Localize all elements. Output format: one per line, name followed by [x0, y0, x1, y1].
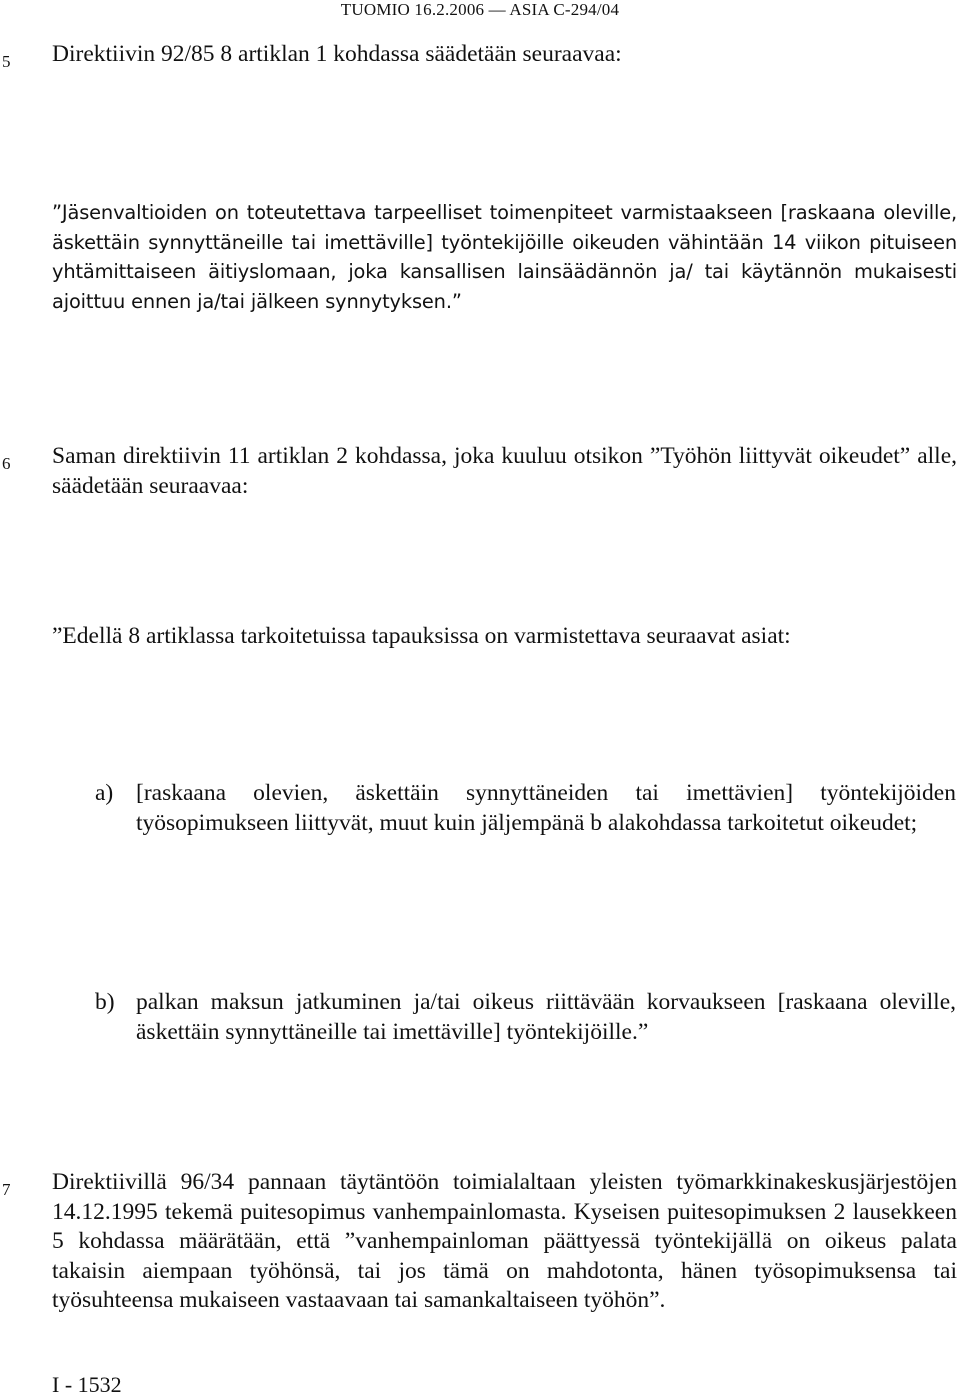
- list-item-b-label: b): [95, 989, 115, 1015]
- paragraph-number-6: 6: [2, 454, 11, 473]
- paragraph-7-text: Direktiivillä 96/34 pannaan täytäntöön toimialaltaan yleisten työmarkkinakeskusjärjestöjen 14.12.1995 tekemä puitesopimus vanhempainlomasta. Kyseisen puitesopimuksen 2 lausekkeen 5 kohdassa määrätään, että ”vanhempainloman päättyessä työntekijällä on oikeus palata takaisin aiempaan työhönsä, tai jos tämä on mahdotonta, hänen työsopimuksensa tai työsuhteensa mukaiseen vastaavaan tai samankaltaiseen työhön”.: [52, 1169, 957, 1314]
- paragraph-5-text: Direktiivin 92/85 8 artiklan 1 kohdassa säädetään seuraavaa:: [52, 41, 622, 67]
- list-item-a-text: [raskaana olevien, äskettäin synnyttäneiden tai imettävien] työntekijöiden työsopimukseen liittyvät, muut kuin jäljempänä b alakohdassa tarkoitetut oikeudet;: [136, 780, 956, 836]
- paragraph-number-5: 5: [2, 52, 11, 71]
- list-item-a-label: a): [95, 780, 114, 806]
- paragraph-5-quote: ”Jäsenvaltioiden on toteutettava tarpeelliset toimenpiteet varmistaakseen [raskaana oleville, äskettäin synnyttäneille tai imettäville] työntekijöille oikeuden vähintään 14 viikon pituiseen yhtämittaiseen äitiyslomaan, joka kansallisen lainsäädännön ja/ tai käytännön mukaisesti ajoittuu ennen ja/tai jälkeen synnytyksen.”: [52, 201, 957, 313]
- page-header: TUOMIO 16.2.2006 — ASIA C-294/04: [340, 0, 620, 19]
- paragraph-6-text: Saman direktiivin 11 artiklan 2 kohdassa, joka kuuluu otsikon ”Työhön liittyvät oikeudet” alle, säädetään seuraavaa:: [52, 443, 957, 499]
- paragraph-6-quote: ”Edellä 8 artiklassa tarkoitetuissa tapauksissa on varmistettava seuraavat asiat:: [52, 623, 791, 649]
- page-number: I - 1532: [52, 1372, 122, 1397]
- paragraph-number-7: 7: [2, 1180, 11, 1199]
- list-item-b-text: palkan maksun jatkuminen ja/tai oikeus riittävään korvaukseen [raskaana oleville, äskettäin synnyttäneille tai imettäville] työntekijöille.”: [136, 989, 956, 1045]
